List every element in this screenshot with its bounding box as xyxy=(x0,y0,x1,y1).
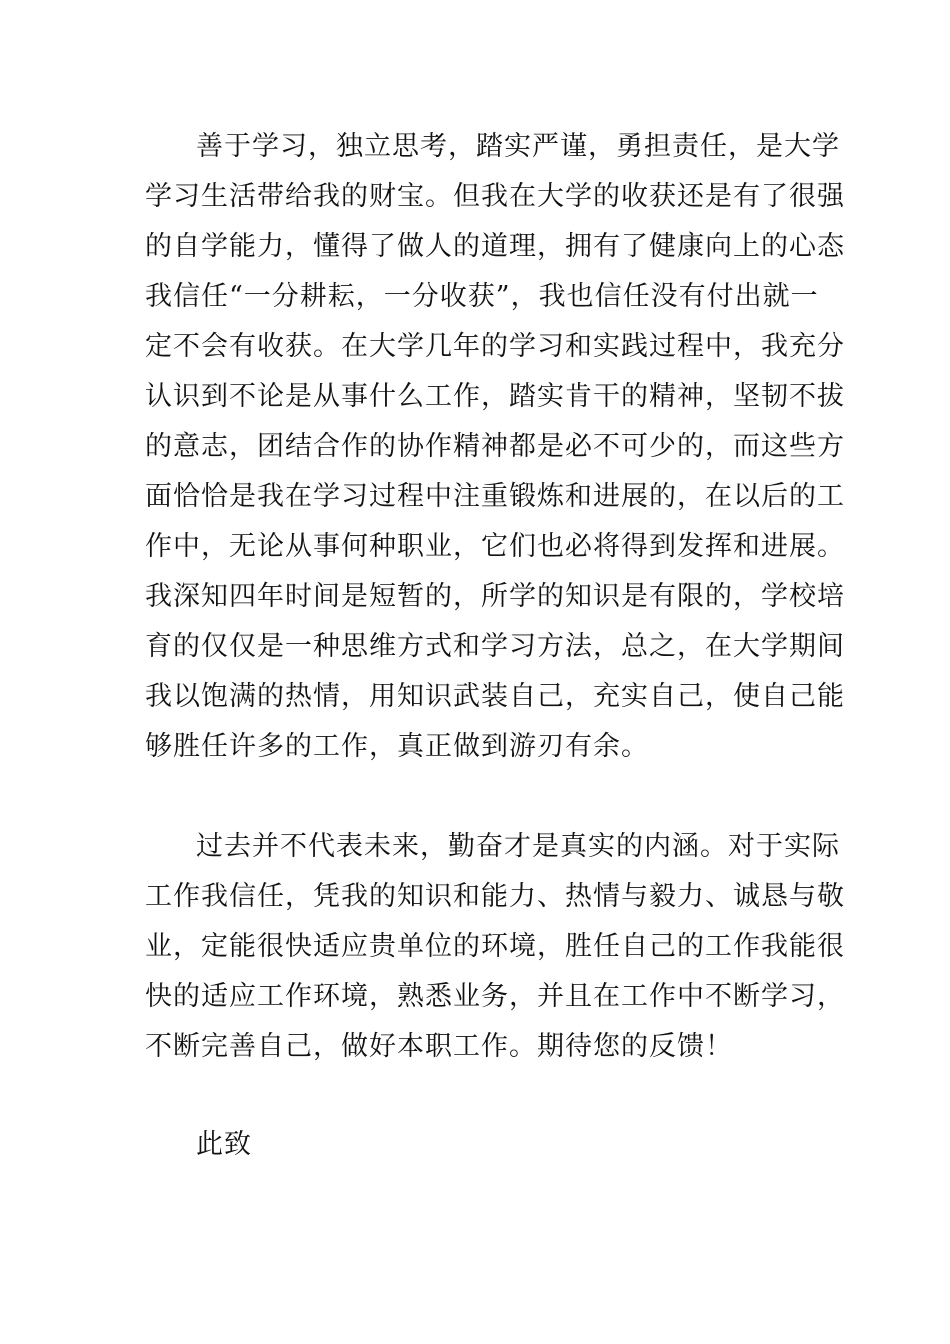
paragraph-2-line-5: 不断完善自己，做好本职工作。期待您的反馈！ xyxy=(145,1031,733,1062)
paragraph-1-line-13: 够胜任许多的工作，真正做到游刃有余。 xyxy=(145,731,649,762)
paragraph-1-line-1: 善于学习，独立思考，踏实严谨，勇担责任，是大学 xyxy=(196,131,840,162)
paragraph-1-line-6: 认识到不论是从事什么工作，踏实肯干的精神，坚韧不拔 xyxy=(145,381,845,412)
paragraph-2-line-4: 快的适应工作环境，熟悉业务，并且在工作中不断学习， xyxy=(145,981,845,1012)
paragraph-1-line-8: 面恰恰是我在学习过程中注重锻炼和进展的，在以后的工 xyxy=(145,481,845,512)
paragraph-1-line-11: 育的仅仅是一种思维方式和学习方法，总之，在大学期间 xyxy=(145,631,845,662)
paragraph-1-line-2: 学习生活带给我的财宝。但我在大学的收获还是有了很强 xyxy=(145,181,845,212)
paragraph-1-line-9: 作中，无论从事何种职业，它们也必将得到发挥和进展。 xyxy=(145,531,845,562)
paragraph-1-line-12: 我以饱满的热情，用知识武装自己，充实自己，使自己能 xyxy=(145,681,845,712)
paragraph-1-line-7: 的意志，团结合作的协作精神都是必不可少的，而这些方 xyxy=(145,431,845,462)
paragraph-2-line-1: 过去并不代表未来，勤奋才是真实的内涵。对于实际 xyxy=(196,831,840,862)
paragraph-2-line-3: 业，定能很快适应贵单位的环境，胜任自己的工作我能很 xyxy=(145,931,845,962)
paragraph-2-line-2: 工作我信任，凭我的知识和能力、热情与毅力、诚恳与敬 xyxy=(145,881,845,912)
closing-salutation: 此致 xyxy=(196,1129,252,1160)
paragraph-1-line-3: 的自学能力，懂得了做人的道理，拥有了健康向上的心态 xyxy=(145,231,845,262)
paragraph-1-line-4: 我信任“一分耕耘，一分收获”，我也信任没有付出就一 xyxy=(145,281,819,312)
paragraph-1-line-5: 定不会有收获。在大学几年的学习和实践过程中，我充分 xyxy=(145,331,845,362)
paragraph-1-line-10: 我深知四年时间是短暂的，所学的知识是有限的，学校培 xyxy=(145,581,845,612)
